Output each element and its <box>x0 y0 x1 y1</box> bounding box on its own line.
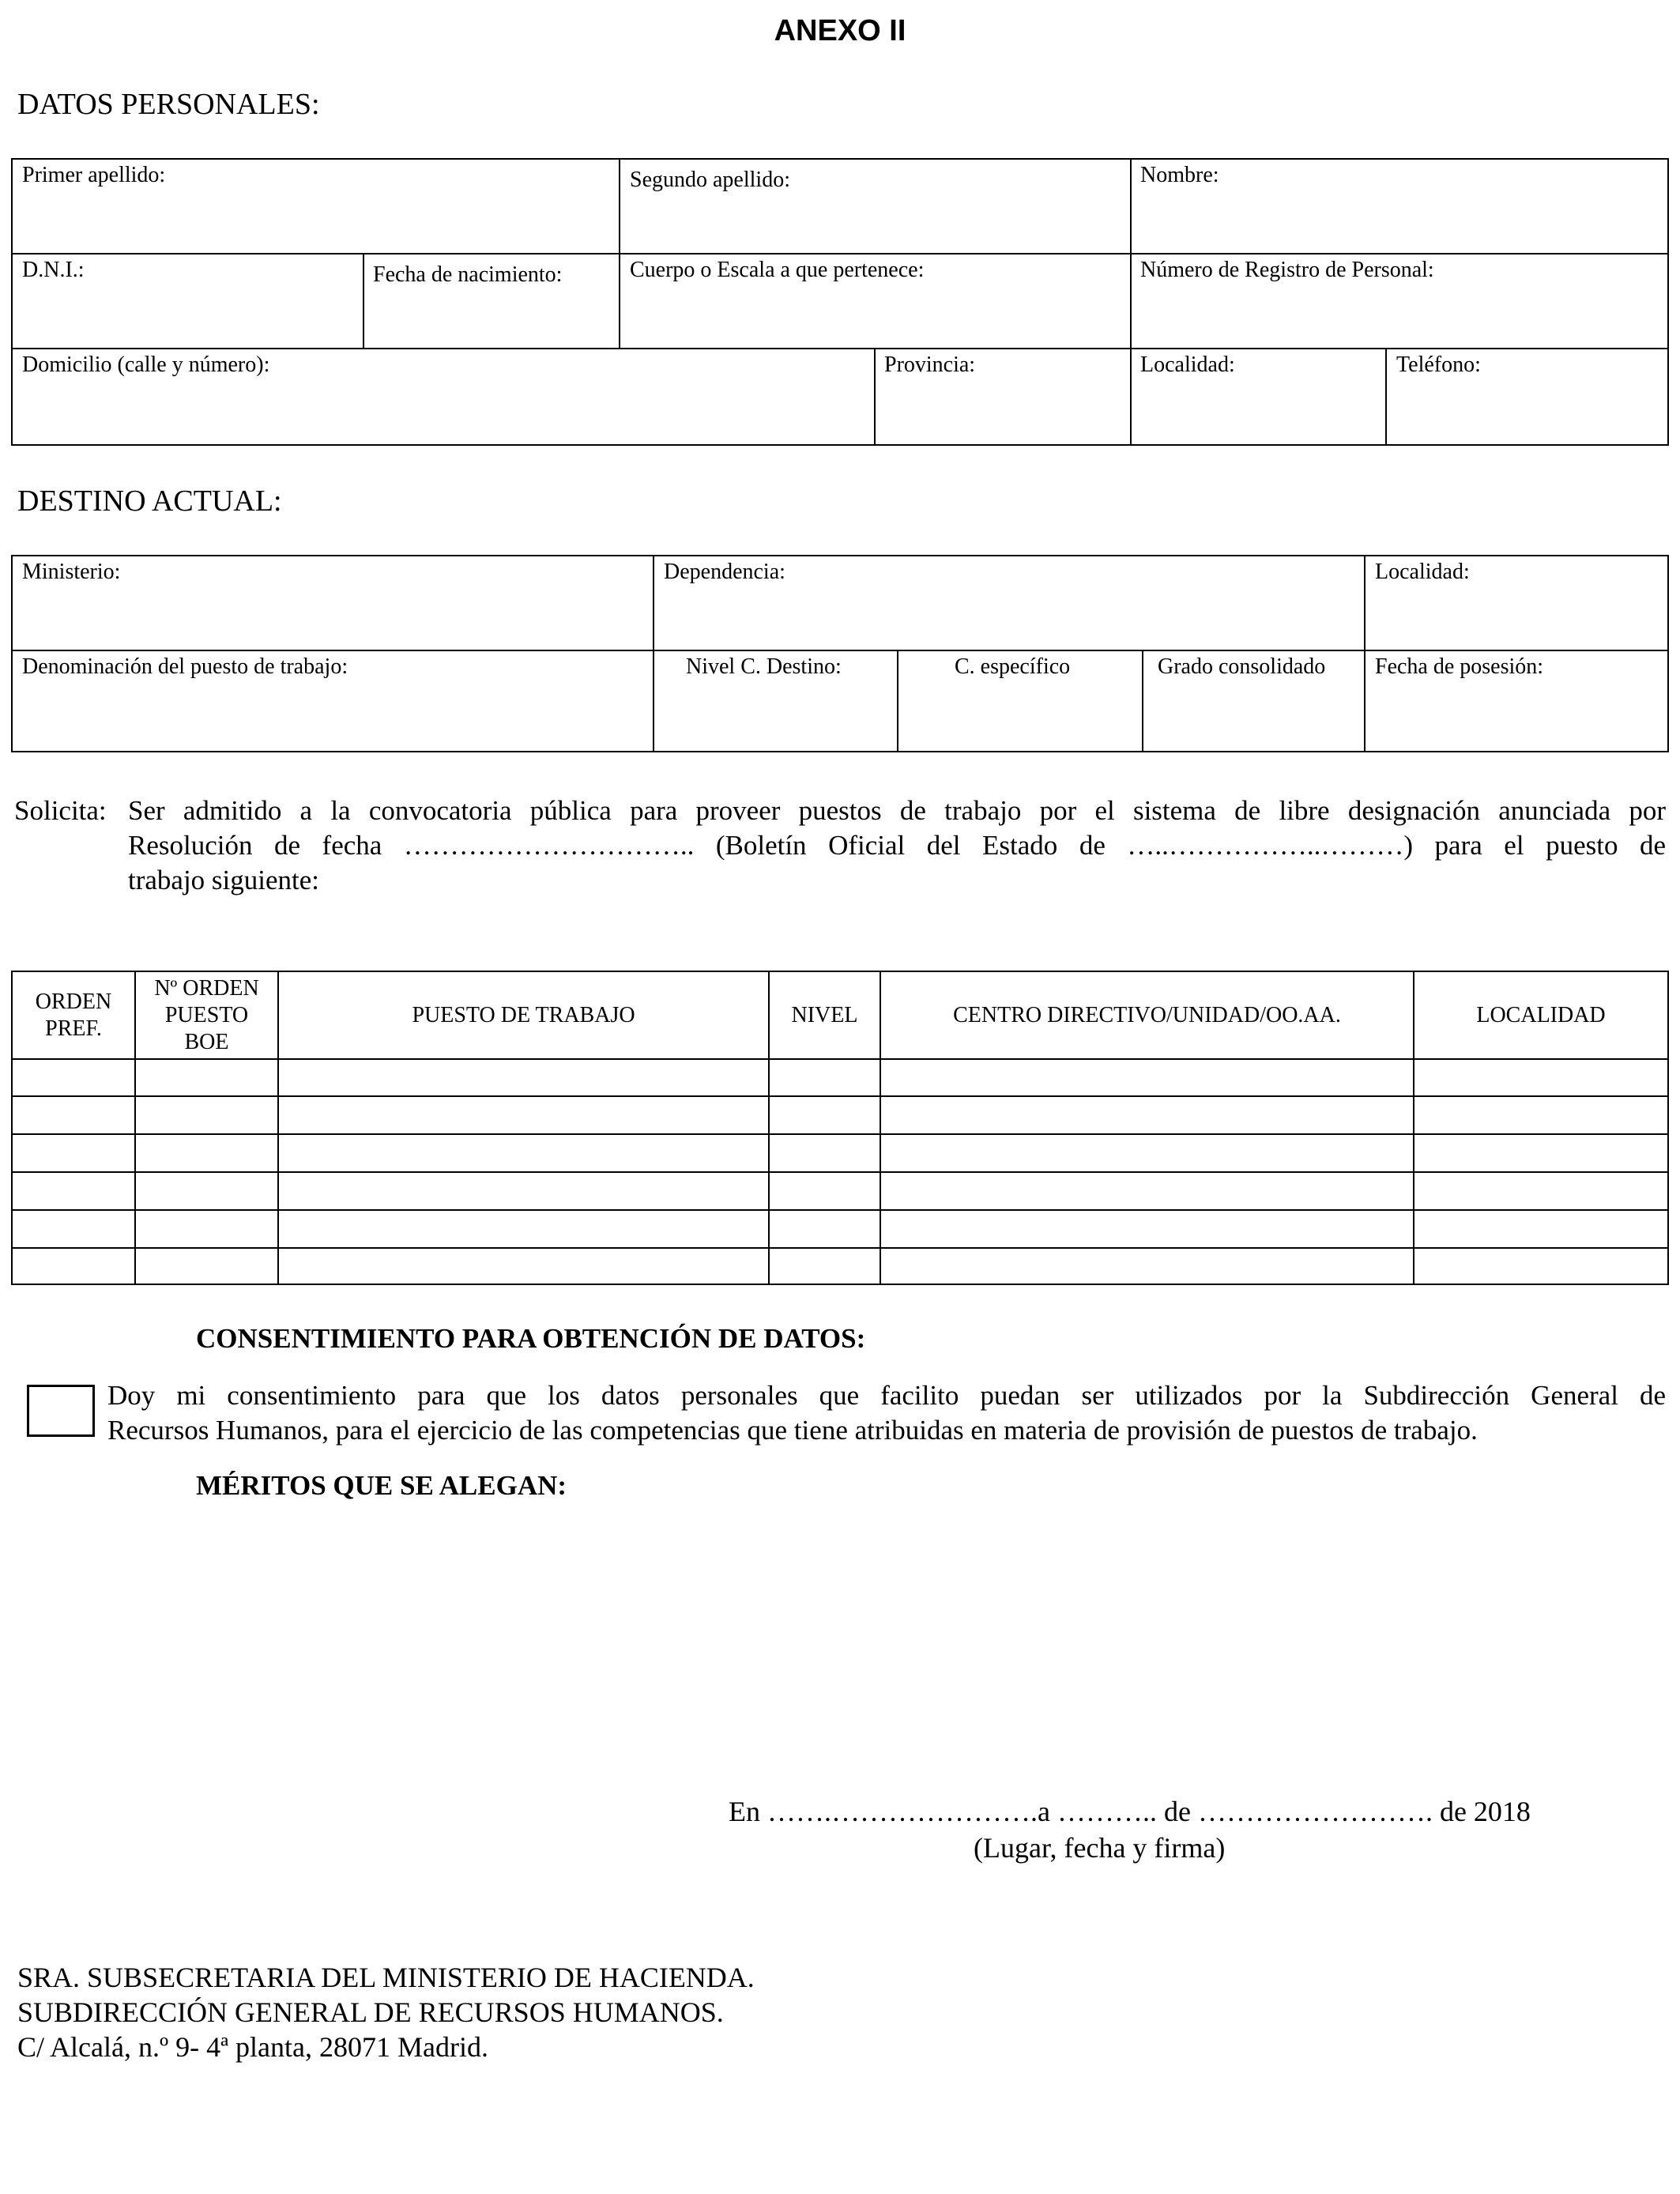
row-divider <box>11 1247 1669 1249</box>
row-divider <box>11 1209 1669 1211</box>
col-divider <box>1130 158 1132 446</box>
consentimiento-checkbox[interactable] <box>27 1385 95 1437</box>
row-divider <box>11 1095 1669 1097</box>
consentimiento-line-2: Recursos Humanos, para el ejercicio de las competencias que tiene atribuidas en materia de provisión de puestos de trabajo. <box>107 1415 1478 1446</box>
dni-field[interactable]: D.N.I.: <box>22 258 85 282</box>
row-divider <box>11 650 1669 651</box>
fecha-posesion-field[interactable]: Fecha de posesión: <box>1375 654 1544 679</box>
solicita-line-2: Resolución de fecha ………………………….. (Boletín Oficial del Estado de …..……………..………) para el puesto de <box>128 830 1666 861</box>
header-n-orden <box>136 972 277 1058</box>
destinatario-line-1: SRA. SUBSECRETARIA DEL MINISTERIO DE HACIENDA. <box>17 1962 755 1993</box>
row-divider <box>11 1133 1669 1135</box>
header-orden-pref <box>13 972 134 1058</box>
header-n-orden-line: PUESTO <box>164 1002 249 1027</box>
header-n-orden-line: BOE <box>184 1029 229 1054</box>
cuerpo-escala-field[interactable]: Cuerpo o Escala a que pertenece: <box>630 258 925 282</box>
firma-caption: (Lugar, fecha y firma) <box>974 1832 1226 1864</box>
header-puesto: PUESTO DE TRABAJO <box>412 1002 635 1027</box>
col-divider <box>897 650 898 752</box>
localidad-field[interactable]: Localidad: <box>1140 352 1235 377</box>
col-divider <box>1364 555 1365 752</box>
solicita-label: Solicita: <box>14 795 107 826</box>
telefono-field[interactable]: Teléfono: <box>1396 352 1481 377</box>
segundo-apellido-field[interactable]: Segundo apellido: <box>630 168 790 192</box>
datos-personales-heading: DATOS PERSONALES: <box>17 88 320 121</box>
firma-line: En …….………………….a ……….. de ……………………. de 2018 <box>729 1796 1531 1827</box>
ministerio-field[interactable]: Ministerio: <box>22 560 121 584</box>
col-divider <box>1385 348 1387 446</box>
numero-registro-field[interactable]: Número de Registro de Personal: <box>1140 258 1434 282</box>
provincia-field[interactable]: Provincia: <box>884 352 976 377</box>
meritos-heading: MÉRITOS QUE SE ALEGAN: <box>196 1470 567 1501</box>
header-orden-pref-line: PREF. <box>45 1016 102 1041</box>
consentimiento-line-1: Doy mi consentimiento para que los datos personales que facilito puedan ser utilizados por la Subdirección General de <box>107 1380 1666 1411</box>
row-divider <box>11 253 1669 254</box>
header-nivel: NIVEL <box>791 1002 858 1027</box>
denominacion-puesto-field[interactable]: Denominación del puesto de trabajo: <box>22 654 348 679</box>
page-title: ANEXO II <box>774 14 906 47</box>
solicita-line-1: Ser admitido a la convocatoria pública para proveer puestos de trabajo por el sistema de libre designación anunciada por <box>128 795 1666 826</box>
grado-consolidado-field[interactable]: Grado consolidado <box>1158 654 1326 679</box>
meritos-area[interactable] <box>196 1510 1666 1770</box>
destinatario-line-2: SUBDIRECCIÓN GENERAL DE RECURSOS HUMANOS. <box>17 1996 724 2028</box>
row-divider <box>11 348 1669 349</box>
header-centro: CENTRO DIRECTIVO/UNIDAD/OO.AA. <box>953 1002 1341 1027</box>
header-localidad: LOCALIDAD <box>1476 1002 1606 1027</box>
domicilio-field[interactable]: Domicilio (calle y número): <box>22 352 270 377</box>
header-n-orden-line: Nº ORDEN <box>154 975 259 1001</box>
col-divider <box>1142 650 1143 752</box>
col-divider <box>653 555 654 752</box>
nombre-field[interactable]: Nombre: <box>1140 163 1219 187</box>
solicita-line-3: trabajo siguiente: <box>128 865 320 895</box>
nivel-destino-field[interactable]: Nivel C. Destino: <box>686 654 842 679</box>
header-divider <box>11 1058 1669 1060</box>
col-divider <box>874 348 876 446</box>
datos-personales-table <box>11 158 1669 446</box>
col-divider <box>363 253 364 348</box>
col-divider <box>619 158 620 348</box>
destino-actual-heading: DESTINO ACTUAL: <box>17 484 282 518</box>
dependencia-field[interactable]: Dependencia: <box>664 560 785 584</box>
c-especifico-field[interactable]: C. específico <box>955 654 1071 679</box>
destinatario-line-3: C/ Alcalá, n.º 9- 4ª planta, 28071 Madrid. <box>17 2031 488 2063</box>
consentimiento-heading: CONSENTIMIENTO PARA OBTENCIÓN DE DATOS: <box>196 1323 866 1354</box>
header-orden-pref-line: ORDEN <box>35 989 112 1014</box>
destino-localidad-field[interactable]: Localidad: <box>1375 560 1470 584</box>
fecha-nacimiento-field[interactable]: Fecha de nacimiento: <box>373 262 563 287</box>
row-divider <box>11 1171 1669 1173</box>
primer-apellido-field[interactable]: Primer apellido: <box>22 163 166 187</box>
